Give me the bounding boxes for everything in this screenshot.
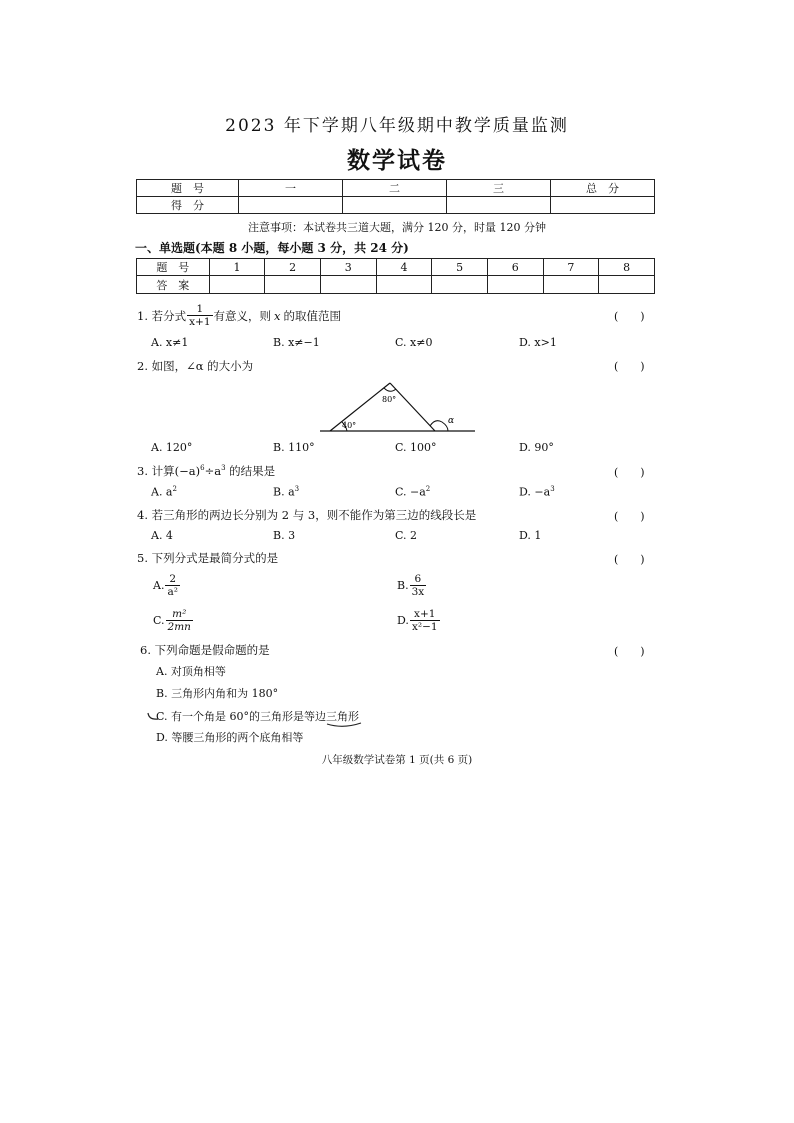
q1-option-d[interactable]: D. x>1: [519, 336, 557, 349]
q4-answer-paren[interactable]: ( ): [614, 510, 645, 523]
triangle-right-side: [390, 383, 435, 431]
option-exponent: 3: [294, 485, 300, 493]
answer-table-cell: 题 号: [137, 259, 210, 276]
q1-suffix-b: 的取值范围: [283, 308, 342, 323]
q5-answer-paren[interactable]: ( ): [614, 553, 645, 566]
answer-input-cell[interactable]: [543, 276, 599, 294]
answer-table-cell: 2: [265, 259, 321, 276]
exterior-angle-label: α: [448, 416, 455, 426]
score-table-cell: 总 分: [551, 180, 655, 197]
answer-table-cell: 6: [487, 259, 543, 276]
option-label: B. a: [273, 485, 295, 499]
score-table-header-row: [137, 180, 655, 197]
answer-table: [136, 258, 655, 294]
top-angle-label: 80°: [382, 395, 397, 404]
score-table-cell: 得 分: [137, 197, 239, 214]
q1-prefix: 1. 若分式: [137, 308, 187, 323]
answer-table-header-row: [137, 259, 655, 276]
question-3-stem: [137, 463, 275, 479]
fraction-den: x²−1: [411, 621, 438, 633]
fraction-den: 3x: [411, 586, 425, 598]
answer-input-cell[interactable]: [320, 276, 376, 294]
option-fraction: [166, 608, 193, 633]
q1-fraction-den: x+1: [189, 316, 211, 328]
score-input-cell[interactable]: [447, 197, 551, 214]
q3-exponent: 3: [221, 464, 226, 473]
fraction-num: m²: [172, 608, 187, 620]
q6-option-a[interactable]: A. 对顶角相等: [156, 665, 226, 678]
q4-option-a[interactable]: A. 4: [151, 529, 173, 542]
option-exponent: 2: [425, 485, 431, 493]
option-label: C.: [153, 614, 165, 627]
score-input-cell[interactable]: [551, 197, 655, 214]
exam-title: 2023 年下学期八年级期中教学质量监测: [225, 116, 569, 136]
q1-fraction: [187, 303, 212, 328]
option-fraction: [410, 573, 427, 598]
q3-option-b[interactable]: [273, 485, 299, 499]
score-table-cell: 二: [343, 180, 447, 197]
option-label: B.: [397, 579, 409, 592]
question-2-stem: 2. 如图，∠α 的大小为: [137, 359, 254, 373]
q5-option-c[interactable]: [153, 608, 194, 633]
score-table-score-row: [137, 197, 655, 214]
q2-option-d[interactable]: D. 90°: [519, 441, 554, 454]
answer-input-cell[interactable]: [487, 276, 543, 294]
option-label: A. a: [151, 485, 173, 499]
fraction-den: a²: [167, 586, 178, 598]
option-label: D.: [397, 614, 409, 627]
left-angle-label: 40°: [342, 421, 357, 430]
option-exponent: 2: [172, 485, 177, 493]
answer-table-answer-row: [137, 276, 655, 294]
q4-option-c[interactable]: C. 2: [395, 529, 418, 542]
option-fraction: [410, 608, 440, 633]
q1-answer-paren[interactable]: ( ): [614, 310, 645, 323]
q2-option-b[interactable]: B. 110°: [273, 441, 315, 454]
q6-answer-paren[interactable]: ( ): [614, 645, 645, 658]
q3-answer-paren[interactable]: ( ): [614, 466, 645, 479]
option-exponent: 3: [550, 485, 555, 493]
top-angle-arc: [384, 388, 396, 391]
q1-suffix-a: 有意义，则: [213, 308, 272, 323]
exterior-angle-arc: [430, 421, 448, 431]
exam-subtitle: 数学试卷: [347, 147, 447, 174]
q3-option-d[interactable]: [519, 485, 555, 499]
question-1-stem: [137, 303, 341, 328]
q6-option-c[interactable]: C. 有一个角是 60°的三角形是等边三角形: [156, 710, 360, 723]
q3-exponent: 6: [200, 464, 205, 473]
q2-option-c[interactable]: C. 100°: [395, 441, 437, 454]
score-input-cell[interactable]: [239, 197, 343, 214]
q1-option-c[interactable]: C. x≠0: [395, 336, 433, 349]
score-table-cell: 三: [447, 180, 551, 197]
fraction-num: 2: [169, 573, 177, 585]
q5-option-d[interactable]: [397, 608, 441, 633]
answer-table-cell: 3: [320, 259, 376, 276]
answer-table-cell: 1: [209, 259, 265, 276]
question-6-stem: 6. 下列命题是假命题的是: [140, 643, 270, 657]
answer-input-cell[interactable]: [599, 276, 655, 294]
answer-table-cell: 5: [432, 259, 488, 276]
score-input-cell[interactable]: [343, 197, 447, 214]
q6-option-b[interactable]: B. 三角形内角和为 180°: [156, 687, 279, 700]
q3-stem-part: 3. 计算(−a): [137, 464, 201, 478]
page-footer: 八年级数学试卷第 1 页(共 6 页): [321, 754, 473, 766]
q1-fraction-num: 1: [196, 303, 204, 315]
answer-input-cell[interactable]: [209, 276, 265, 294]
q1-option-a[interactable]: A. x≠1: [151, 336, 189, 349]
q6-option-d[interactable]: D. 等腰三角形的两个底角相等: [156, 731, 304, 744]
option-fraction: [165, 573, 179, 598]
q4-option-d[interactable]: D. 1: [519, 529, 542, 542]
exam-notice: 注意事项：本试卷共三道大题，满分 120 分，时量 120 分钟: [248, 221, 546, 234]
q3-stem-part: 的结果是: [225, 464, 276, 478]
q1-option-b[interactable]: B. x≠−1: [273, 336, 320, 349]
handwritten-underline-mark: [325, 721, 365, 731]
fraction-den: 2mn: [167, 621, 191, 633]
q5-option-b[interactable]: [397, 573, 427, 598]
q5-option-a[interactable]: [153, 573, 181, 598]
q3-stem-part: ÷a: [204, 464, 222, 478]
q3-option-c[interactable]: [395, 485, 430, 499]
fraction-num: x+1: [414, 608, 436, 620]
question-5-stem: 5. 下列分式是最简分式的是: [137, 551, 279, 565]
answer-input-cell[interactable]: [432, 276, 488, 294]
triangle-left-side: [330, 383, 390, 431]
handwritten-check-mark: [146, 710, 160, 722]
answer-table-cell: 答 案: [137, 276, 210, 294]
question-4-stem: 4. 若三角形的两边长分别为 2 与 3，则不能作为第三边的线段长是: [137, 508, 477, 522]
option-label: A.: [153, 579, 165, 592]
score-table-cell: 一: [239, 180, 343, 197]
q1-var: x: [274, 308, 281, 323]
score-table-cell: 题 号: [137, 180, 239, 197]
answer-input-cell[interactable]: [265, 276, 321, 294]
q3-option-a[interactable]: [151, 485, 177, 499]
option-label: D. −a: [519, 485, 551, 499]
answer-table-cell: 8: [599, 259, 655, 276]
triangle-figure: [320, 378, 480, 436]
answer-table-cell: 4: [376, 259, 432, 276]
answer-table-cell: 7: [543, 259, 599, 276]
fraction-num: 6: [414, 573, 422, 585]
score-table: [136, 179, 655, 214]
option-label: C. −a: [395, 485, 426, 499]
q4-option-b[interactable]: B. 3: [273, 529, 296, 542]
section-heading: 一、单选题(本题 8 小题，每小题 3 分，共 24 分): [135, 241, 409, 255]
answer-input-cell[interactable]: [376, 276, 432, 294]
q2-answer-paren[interactable]: ( ): [614, 360, 645, 373]
q2-option-a[interactable]: A. 120°: [151, 441, 193, 454]
